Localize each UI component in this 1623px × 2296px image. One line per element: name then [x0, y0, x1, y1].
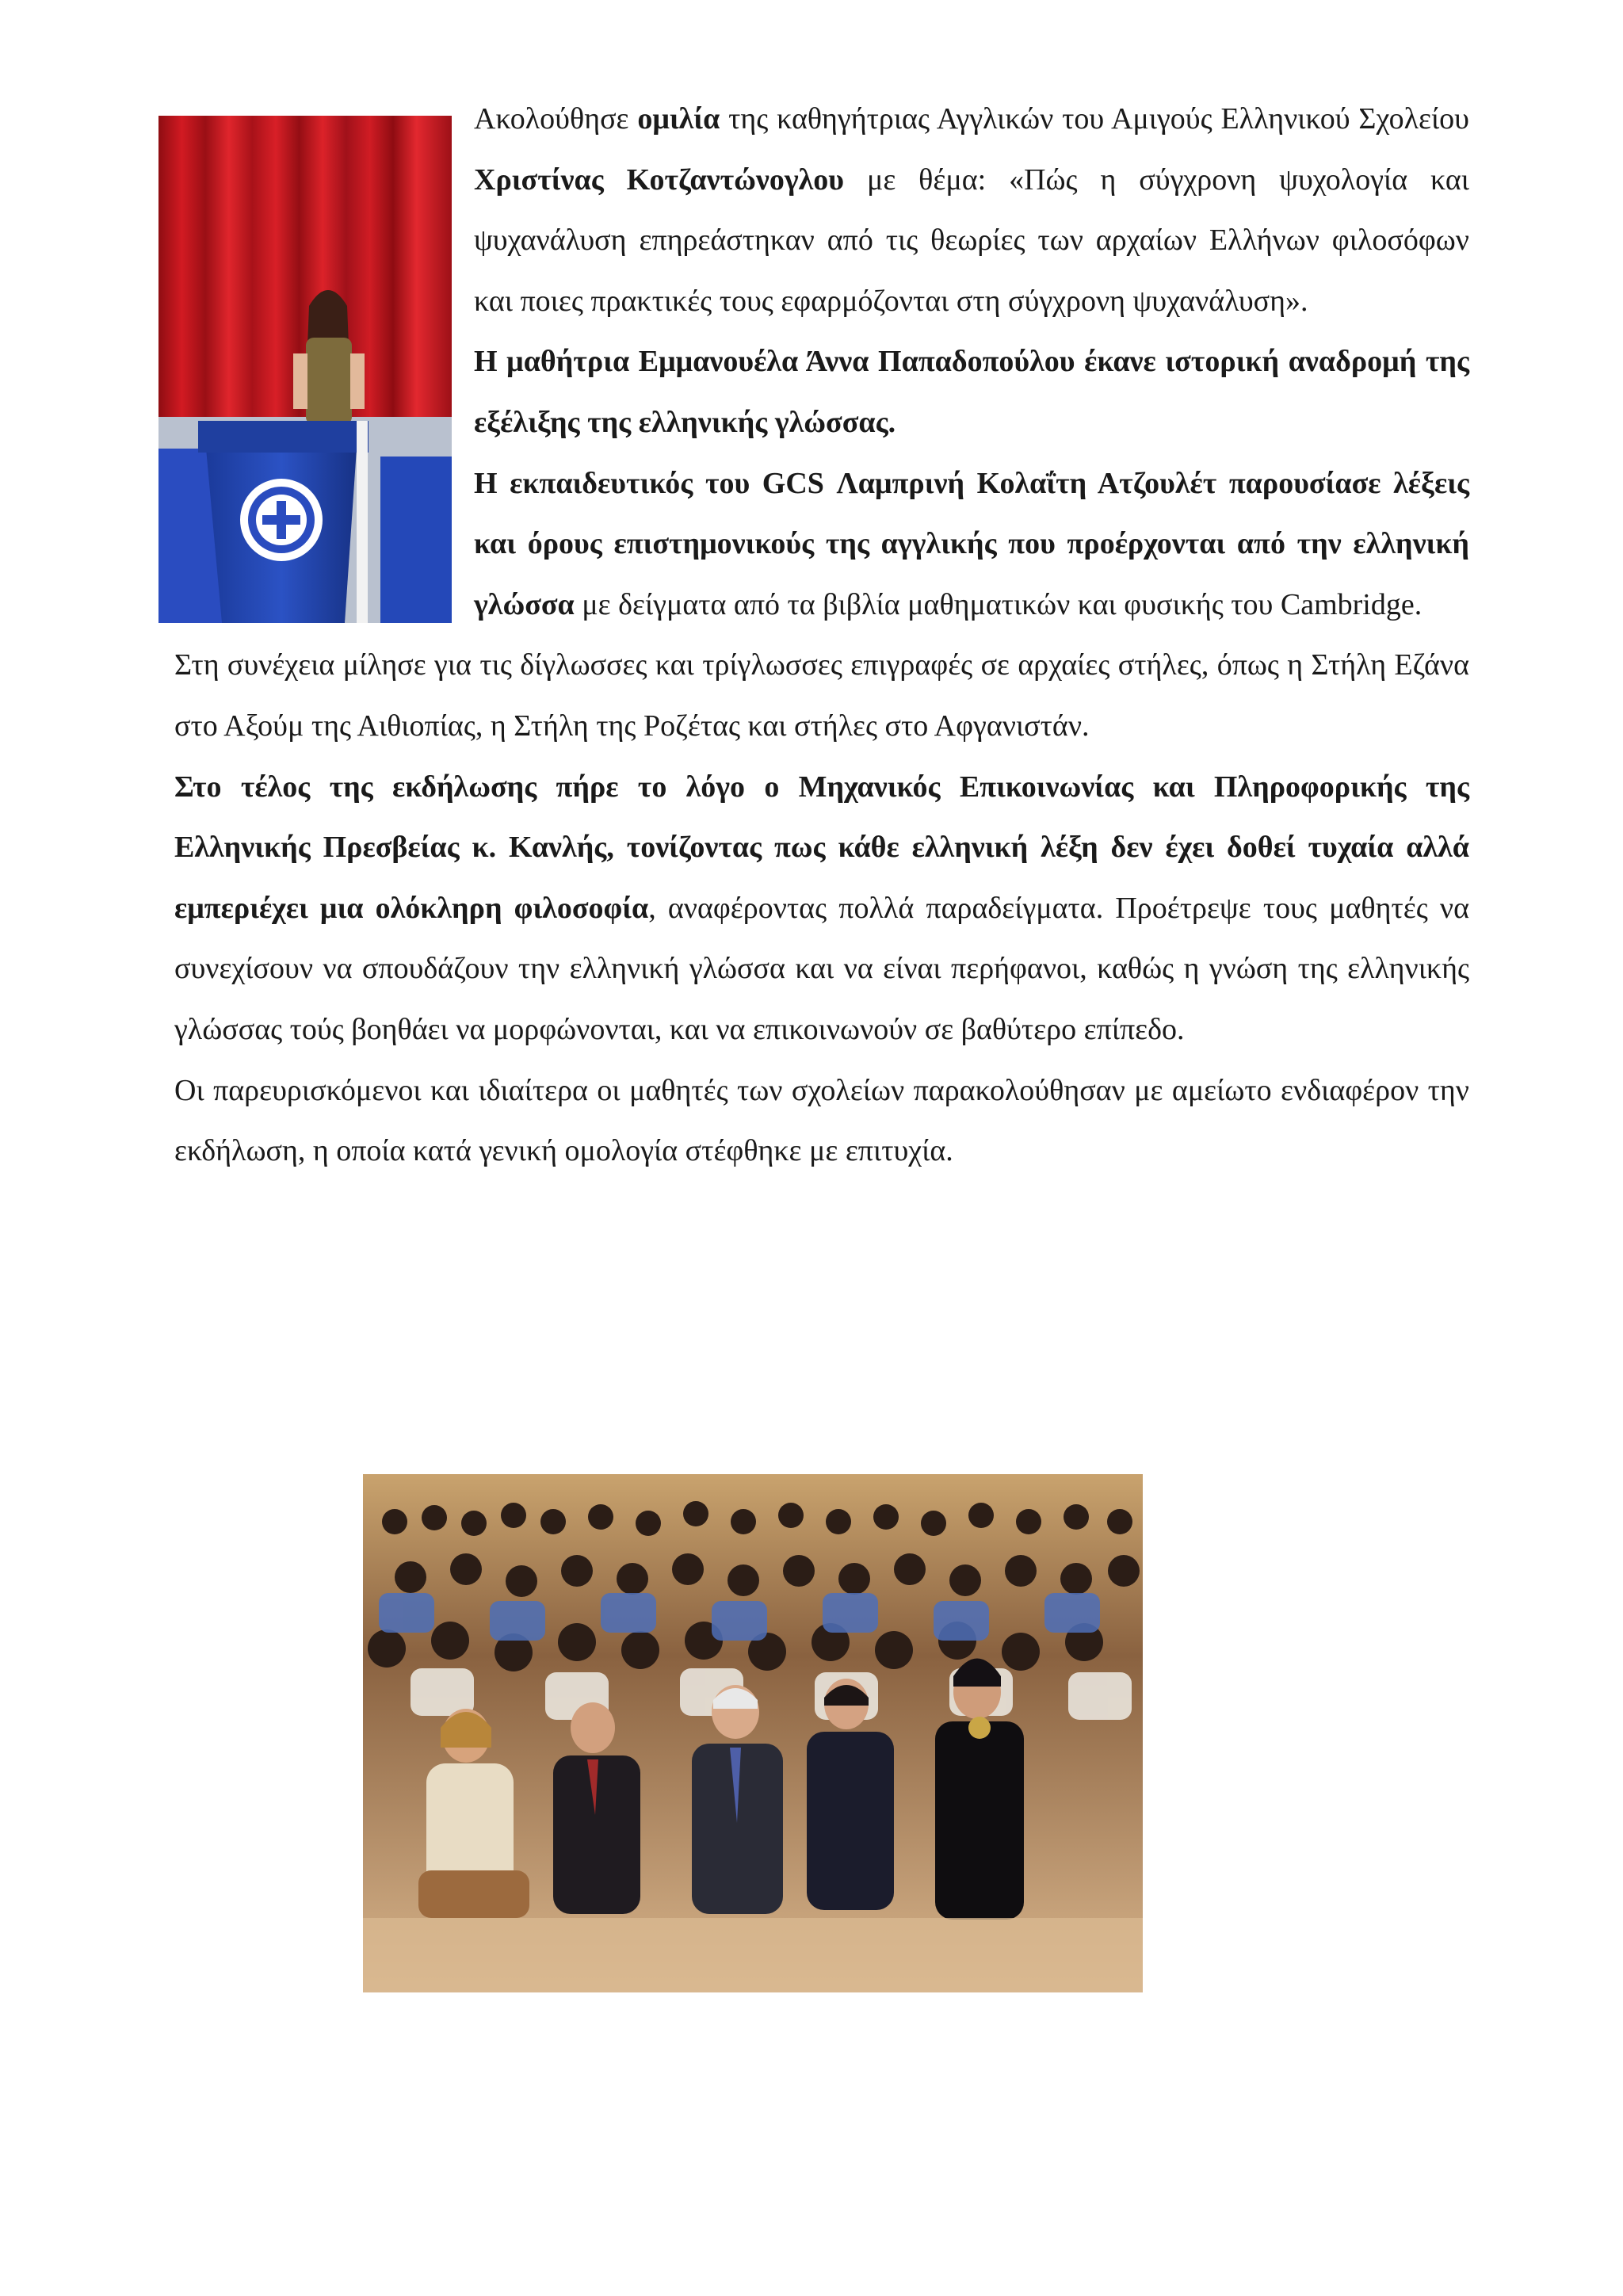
- paragraph-3-text: με δείγματα από τα βιβλία μαθηματικών και φυσικής του Cambridge.: [574, 587, 1423, 621]
- paragraph-6-text: Οι παρευρισκόμενοι και ιδιαίτερα οι μαθητές των σχολείων παρακολούθησαν με αμείωτο ενδιαφέρον την εκδήλωση, η οποία κατά γενική ομολογία στέφθηκε με επιτυχία.: [174, 1073, 1469, 1168]
- paragraph-1-bold-b: Χριστίνας Κοτζαντώνογλου: [474, 162, 845, 197]
- paragraph-3-bold: Η εκπαιδευτικός του GCS Λαμπρινή Κολαΐτη Ατζουλέτ παρουσίασε λέξεις και όρους επιστημονικούς της αγγλικής που προέρχονται από την ελληνική γλώσσα: [474, 466, 1469, 621]
- paragraph-4: [174, 635, 1469, 756]
- article-body: [174, 89, 1469, 1182]
- paragraph-1-text-b: της καθηγήτριας Αγγλικών του Αμιγούς Ελληνικού Σχολείου: [720, 102, 1469, 136]
- audience-photo-image: [363, 1474, 1143, 1992]
- paragraph-5-text: , αναφέροντας πολλά παραδείγματα. Προέτρεψε τους μαθητές να συνεχίσουν να σπουδάζουν την ελληνική γλώσσα και να είναι περήφανοι, καθώς η γνώση της ελληνικής γλώσσας τούς βοηθάει να μορφώνονται, και να επικοινωνούν σε βαθύτερο επίπεδο.: [174, 891, 1469, 1046]
- paragraph-4-text: Στη συνέχεια μίλησε για τις δίγλωσσες και τρίγλωσσες επιγραφές σε αρχαίες στήλες, όπως η Στήλη Εζάνα στο Αξούμ της Αιθιοπίας, η Στήλη της Ροζέτας και στήλες στο Αφγανιστάν.: [174, 648, 1469, 743]
- paragraph-5-bold: Στο τέλος της εκδήλωσης πήρε το λόγο ο Μηχανικός Επικοινωνίας και Πληροφορικής της Ελληνικής Πρεσβείας κ. Κανλής, τονίζοντας πως κάθε ελληνική λέξη δεν έχει δοθεί τυχαία αλλά εμπεριέχει μια ολόκληρη φιλοσοφία: [174, 770, 1469, 925]
- paragraph-1-bold-a: ομιλία: [637, 102, 720, 136]
- speaker-photo-image: [158, 116, 452, 623]
- paragraph-2-bold: Η μαθήτρια Εμμανουέλα Άννα Παπαδοπούλου έκανε ιστορική αναδρομή της εξέλιξης της ελληνικής γλώσσας.: [474, 345, 1469, 439]
- audience-photo: [363, 1474, 1143, 1992]
- paragraph-6: [174, 1060, 1469, 1182]
- speaker-photo: [158, 116, 452, 623]
- paragraph-5: [174, 757, 1469, 1060]
- paragraph-1-text-a: Ακολούθησε: [474, 102, 638, 136]
- paragraph-1-text-c: με θέμα: «Πώς η σύγχρονη ψυχολογία και ψυχανάλυση επηρεάστηκαν από τις θεωρίες των αρχαίων Ελλήνων φιλοσόφων και ποιες πρακτικές τους εφαρμόζονται στη σύγχρονη ψυχανάλυση».: [474, 162, 1469, 318]
